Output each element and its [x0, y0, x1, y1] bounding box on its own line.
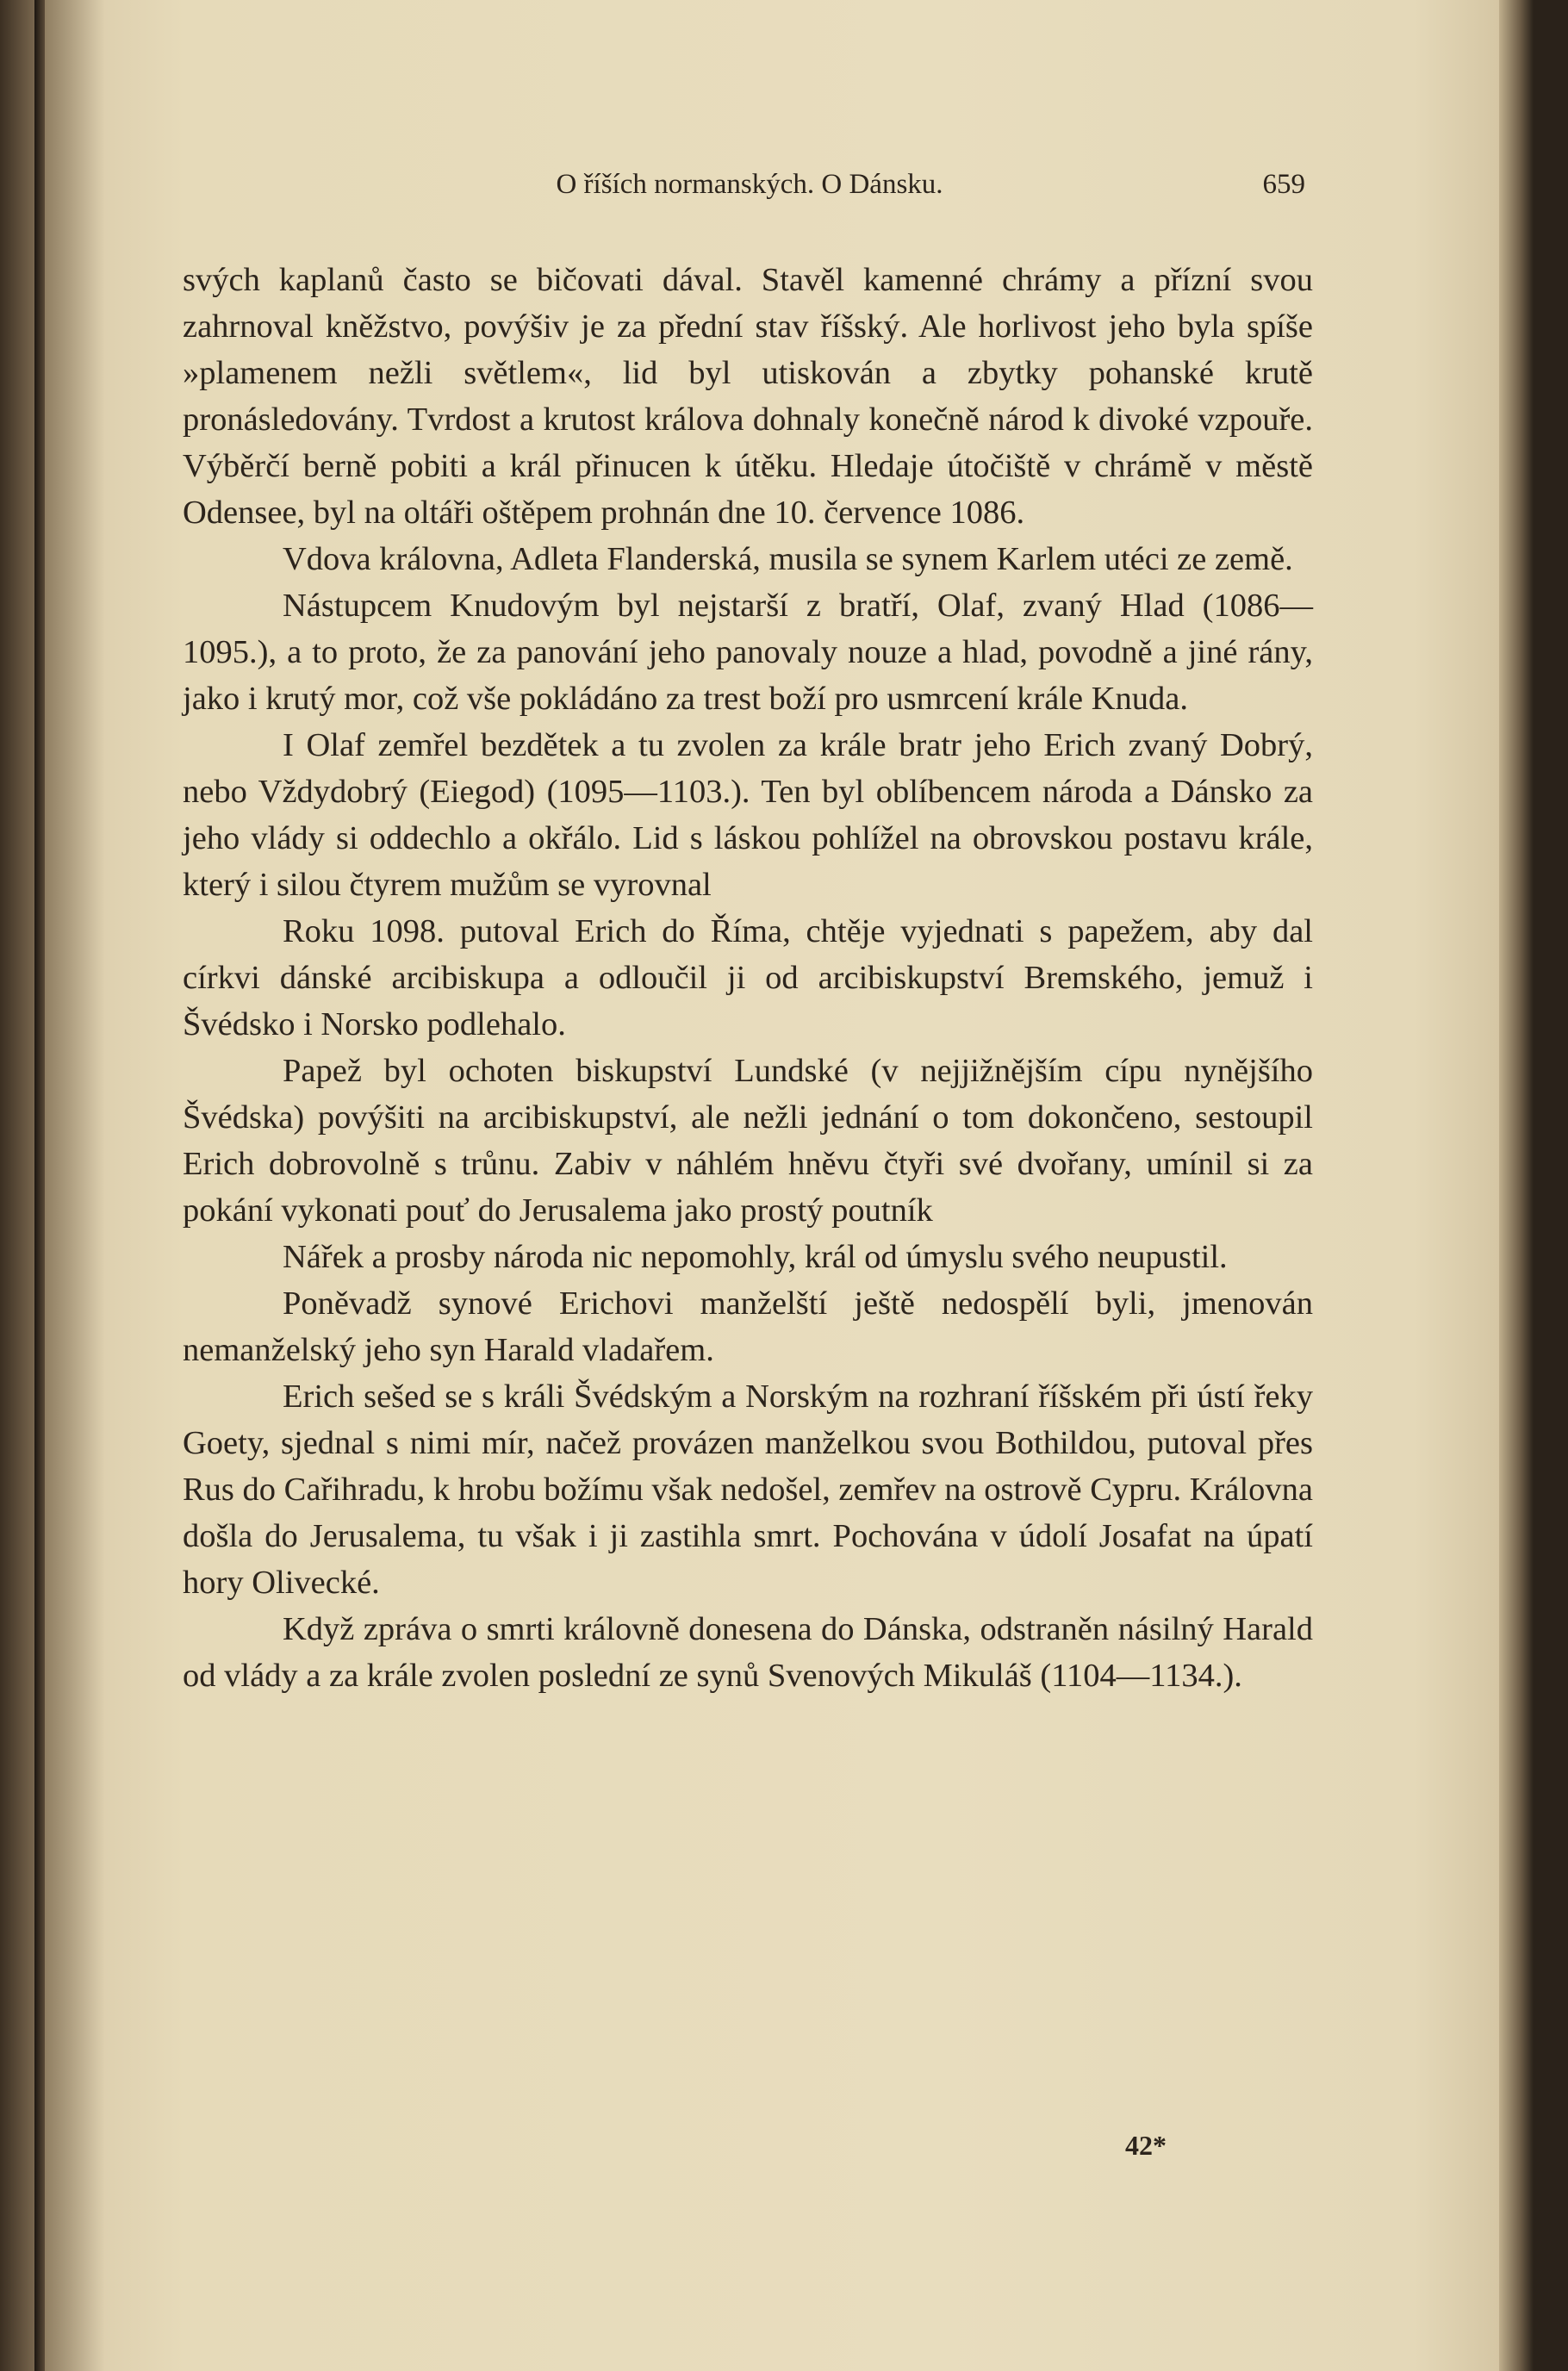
paragraph: Papež byl ochoten biskupství Lundské (v nejjižnějším cípu nynějšího Švédska) povýšiti na arcibiskupství, ale nežli jednání o tom dokončeno, sestoupil Erich dobrovolně s trůnu. Zabiv v náhlém hněvu čtyři své dvořany, umínil si za pokání vykonati pouť do Jerusalema jako prostý poutník [183, 1053, 1313, 1229]
paragraph: I Olaf zemřel bezdětek a tu zvolen za krále bratr jeho Erich zvaný Dobrý, nebo Vždydobrý (Eiegod) (1095—1103.). Ten byl oblíbencem národa a Dánsko za jeho vlády si oddechlo a okřálo. Lid s láskou pohlížel na obrovskou postavu krále, který i silou čtyrem mužům se vyrovnal [183, 727, 1313, 903]
body-text [183, 257, 1313, 1699]
spine-shadow [45, 0, 105, 2371]
paragraph: Nástupcem Knudovým byl nejstarší z bratří, Olaf, zvaný Hlad (1086—1095.), a to proto, že za panování jeho panovaly nouze a hlad, povodně a jiné rány, jako i krutý mor, což vše pokládáno za trest boží pro usmrcení krále Knuda. [183, 588, 1313, 717]
paragraph: Když zpráva o smrti královně donesena do Dánska, odstraněn násilný Harald od vlády a za krále zvolen poslední ze synů Svenových Mikuláš (1104—1134.). [183, 1611, 1313, 1694]
paragraph: Nářek a prosby národa nic nepomohly, král od úmyslu svého neupustil. [283, 1239, 1228, 1275]
paragraph: Erich sešed se s králi Švédským a Norským na rozhraní říšském při ústí řeky Goety, sjednal s nimi mír, načež provázen manželkou svou Bothildou, putoval přes Rus do Cařihradu, k hrobu božímu však nedošel, zemřev na ostrově Cypru. Královna došla do Jerusalema, tu však i ji zastihla smrt. Pochována v údolí Josafat na úpatí hory Olivecké. [183, 1378, 1313, 1601]
page-edge [1499, 0, 1534, 2371]
running-head [194, 169, 1305, 212]
running-title: O říších normanských. O Dánsku. [556, 169, 943, 200]
signature-mark: 42* [1125, 2130, 1167, 2161]
spine-edge [34, 0, 45, 2371]
paragraph: Poněvadž synové Erichovi manželští ještě nedospělí byli, jmenován nemanželský jeho syn Harald vladařem. [183, 1285, 1313, 1368]
page-number: 659 [1262, 169, 1305, 200]
paragraph: Roku 1098. putoval Erich do Říma, chtěje vyjednati s papežem, aby dal církvi dánské arcibiskupa a odloučil ji od arcibiskupství Bremského, jemuž i Švédsko i Norsko podlehalo. [183, 913, 1313, 1042]
paragraph: Vdova královna, Adleta Flanderská, musila se synem Karlem utéci ze země. [283, 541, 1293, 577]
paragraph: svých kaplanů často se bičovati dával. Stavěl kamenné chrámy a přízní svou zahrnoval kněžstvo, povýšiv je za přední stav říšský. Ale horlivost jeho byla spíše »plamenem nežli světlem«, lid byl utiskován a zbytky pohanské krutě pronásledovány. Tvrdost a krutost králova dohnaly konečně národ k divoké vzpouře. Výběrčí berně pobiti a král přinucen k útěku. Hledaje útočiště v chrámě v městě Odensee, byl na oltáři oštěpem prohnán dne 10. července 1086. [183, 262, 1313, 531]
